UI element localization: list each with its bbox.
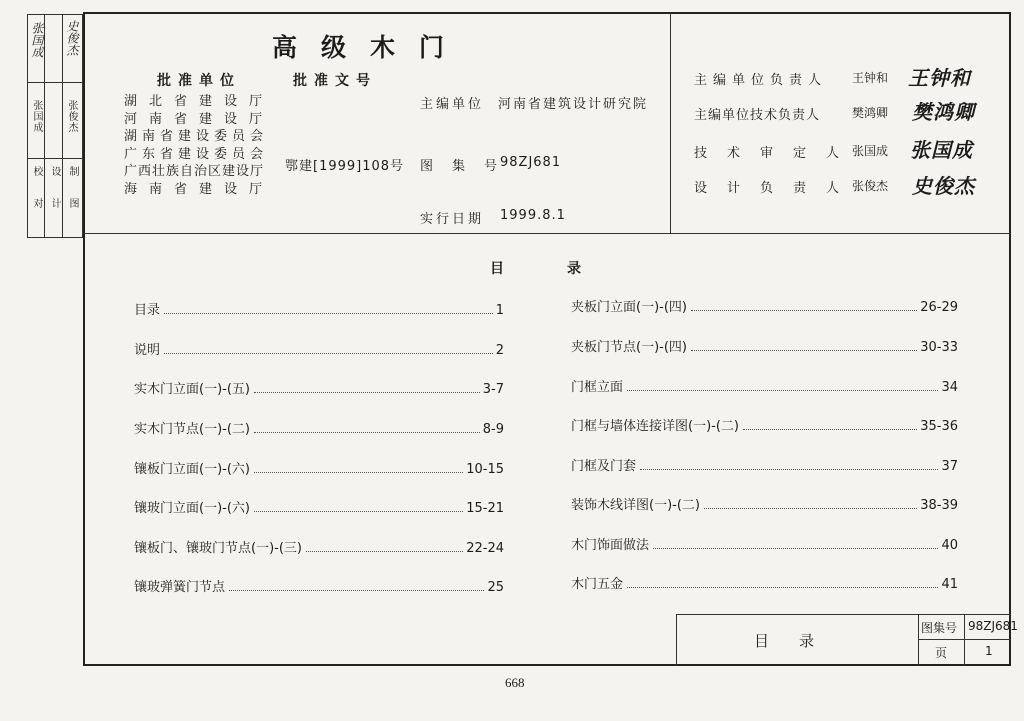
side-strip-line: [27, 158, 83, 159]
toc-entry-title: 门框立面: [571, 380, 624, 395]
toc-entry-page: 3-7: [482, 382, 504, 397]
effective-date-label: 实行日期: [420, 212, 485, 227]
toc-leader: [164, 313, 493, 314]
chief-unit-label: 主编单位: [420, 97, 485, 112]
side-signature-1: 张国成: [30, 22, 44, 58]
toc-leader: [254, 392, 480, 393]
toc-entry-title: 实木门立面(一)-(五): [134, 382, 250, 397]
toc-entry-page: 30-33: [920, 340, 958, 355]
role-tech-head: 主编单位技术负责人: [694, 108, 821, 123]
side-name-2: 张俊杰: [66, 100, 77, 133]
toc-entry-title: 木门五金: [571, 577, 624, 592]
approval-unit: 河南省建设厅: [124, 111, 275, 127]
approval-units-list: [124, 93, 274, 198]
toc-leader: [743, 429, 917, 430]
title-block-line: [918, 614, 919, 666]
side-role-proof-2: 对: [31, 198, 42, 209]
toc-heading-right: 录: [567, 261, 581, 277]
signature-design-lead: 史俊杰: [912, 174, 975, 198]
toc-entry[interactable]: [134, 339, 504, 357]
toc-entry-title: 夹板门节点(一)-(四): [571, 340, 687, 355]
toc-entry[interactable]: [571, 415, 958, 433]
toc-entry-page: 37: [941, 459, 958, 474]
toc-entry-title: 镶玻弹簧门节点: [134, 580, 226, 595]
toc-leader: [704, 508, 917, 509]
toc-entry[interactable]: [571, 296, 958, 314]
toc-entry-page: 1: [495, 303, 504, 318]
side-name-1: 张国成: [31, 100, 42, 133]
side-role-design: 设: [49, 166, 60, 177]
toc-leader: [653, 548, 938, 549]
approval-unit: 湖北省建设厅: [124, 94, 275, 109]
side-signature-2: 史俊杰: [65, 20, 79, 56]
toc-entry-page: 22-24: [466, 541, 504, 556]
title-block: [676, 614, 1011, 666]
toc-entry-page: 25: [487, 580, 504, 595]
toc-leader: [254, 432, 480, 433]
chief-unit-value: 河南省建筑设计研究院: [498, 97, 649, 112]
toc-entry-title: 夹板门立面(一)-(四): [571, 300, 687, 315]
toc-entry[interactable]: [134, 497, 504, 515]
toc-entry-page: 38-39: [920, 498, 958, 513]
toc-leader: [164, 353, 493, 354]
toc-entry-title: 实木门节点(一)-(二): [134, 422, 250, 437]
toc-entry[interactable]: [134, 576, 504, 594]
toc-entry-title: 门框及门套: [571, 459, 637, 474]
toc-entry-page: 26-29: [920, 300, 958, 315]
toc-entry-title: 目录: [134, 303, 161, 318]
side-strip-line: [27, 82, 83, 83]
toc-leader: [627, 390, 938, 391]
toc-entry[interactable]: [571, 376, 958, 394]
toc-entry[interactable]: [571, 336, 958, 354]
sheet-title: 目 录: [754, 632, 815, 650]
title-block-line: [918, 639, 1011, 640]
toc-leader: [627, 587, 938, 588]
atlas-number-value: 98ZJ681: [500, 155, 562, 170]
toc-entry-page: 34: [941, 380, 958, 395]
approval-unit: 湖南省建设委员会: [124, 129, 269, 144]
page-value: 1: [985, 644, 993, 658]
atlas-number-label: 图 集 号: [420, 159, 501, 174]
toc-entry[interactable]: [134, 537, 504, 555]
approval-unit: 广东省建设委员会: [124, 146, 269, 162]
toc-entry[interactable]: [571, 455, 958, 473]
title-block-line: [964, 614, 965, 666]
person-chief-unit-head: 王钟和: [852, 71, 889, 85]
toc-leader: [640, 469, 938, 470]
toc-entry-page: 8-9: [482, 422, 504, 437]
atlas-title: 高级木门: [272, 33, 469, 62]
toc-entry-page: 40: [941, 538, 958, 553]
person-tech-reviewer: 张国成: [852, 144, 889, 158]
toc-entry-title: 说明: [134, 343, 161, 358]
toc-entry-title: 镶板门、镶玻门节点(一)-(三): [134, 541, 302, 556]
toc-entry-page: 10-15: [466, 462, 504, 477]
toc-leader: [254, 511, 463, 512]
header-column-divider: [670, 12, 671, 234]
toc-entry-title: 装饰木线详图(一)-(二): [571, 498, 700, 513]
side-role-proof: 校: [31, 166, 42, 177]
toc-leader: [691, 350, 917, 351]
toc-entry-page: 15-21: [466, 501, 504, 516]
approval-doc-number: 鄂建[1999]108号: [285, 159, 405, 174]
effective-date-value: 1999.8.1: [500, 208, 566, 223]
toc-heading-left: 目: [490, 261, 504, 277]
page-label: 页: [935, 646, 948, 660]
toc-leader: [691, 310, 917, 311]
role-chief-unit-head: 主编单位负责人: [694, 73, 828, 88]
toc-leader: [229, 590, 484, 591]
person-tech-head: 樊鸿卿: [852, 106, 889, 120]
toc-entry-page: 35-36: [920, 419, 958, 434]
toc-entry-page: 41: [941, 577, 958, 592]
toc-entry-title: 木门饰面做法: [571, 538, 650, 553]
side-strip-line: [62, 14, 63, 238]
side-role-design-2: 计: [49, 198, 60, 209]
toc-entry[interactable]: [571, 534, 958, 552]
toc-leader: [306, 551, 463, 552]
toc-entry[interactable]: [134, 299, 504, 317]
signature-tech-head: 樊鸿卿: [912, 100, 975, 124]
toc-entry[interactable]: [134, 458, 504, 476]
person-design-lead: 张俊杰: [852, 179, 889, 193]
role-tech-reviewer: 技术审定人: [694, 146, 860, 161]
atlas-number-label-small: 图集号: [921, 621, 958, 635]
toc-entry[interactable]: [134, 378, 504, 396]
toc-entry[interactable]: [571, 494, 958, 512]
approval-unit-label: 批准单位: [157, 73, 241, 89]
toc-entry[interactable]: [134, 418, 504, 436]
header-divider: [83, 233, 1011, 234]
role-design-lead: 设计负责人: [694, 181, 860, 196]
side-role-draw-2: 图: [67, 198, 78, 209]
signature-chief-unit-head: 王钟和: [908, 66, 971, 90]
signature-tech-reviewer: 张国成: [910, 138, 973, 162]
toc-leader: [254, 472, 463, 473]
toc-entry-title: 镶板门立面(一)-(六): [134, 462, 250, 477]
book-page-number: 668: [505, 675, 525, 690]
toc-entry-title: 门框与墙体连接详图(一)-(二): [571, 419, 739, 434]
toc-entry[interactable]: [571, 573, 958, 591]
toc-entry-title: 镶玻门立面(一)-(六): [134, 501, 250, 516]
atlas-number-value-small: 98ZJ681: [968, 619, 1018, 633]
toc-entry-page: 2: [495, 343, 504, 358]
approval-doc-label: 批准文号: [293, 73, 377, 89]
approval-unit: 广西壮族自治区建设厅: [124, 164, 265, 179]
approval-unit: 海南省建设厅: [124, 181, 275, 197]
side-role-draw: 制: [67, 166, 78, 177]
